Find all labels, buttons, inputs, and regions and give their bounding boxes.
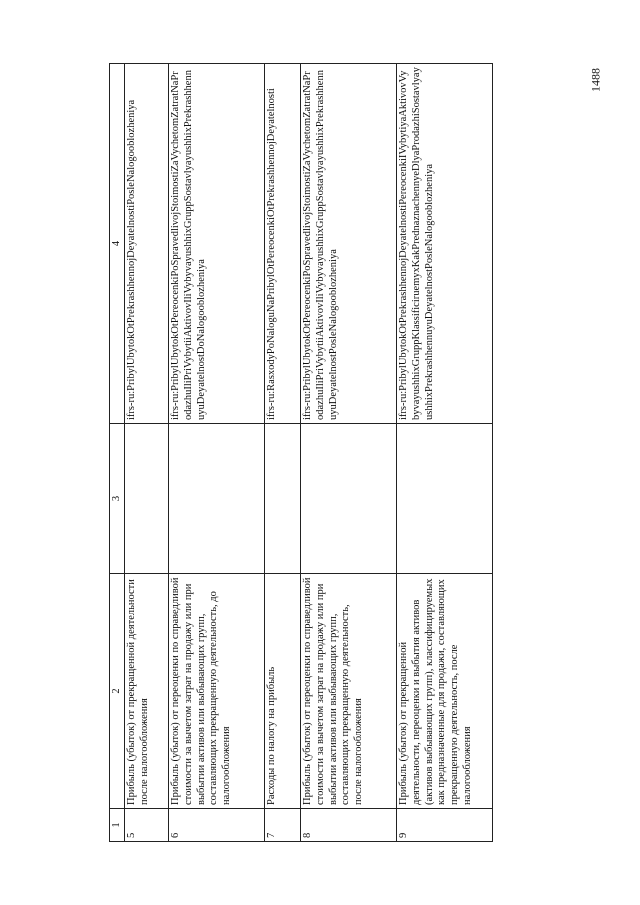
table-row [169,64,265,842]
table-header-row [110,64,125,842]
row-description: Прибыль (убыток) от прекращенной деятельности, переоценки и выбытия активов (активов выбывающих групп), классифицируемых как предназначенные для продажи, составляющих прекращенную деятельность, после налогообложения [397,574,493,809]
row-description: Прибыль (убыток) от переоценки по справедливой стоимости за вычетом затрат на продажу или при выбытии активов или выбывающих групп, составляющих прекращенную деятельность, после налогообложения [301,574,397,809]
row-number: 8 [301,809,397,842]
data-table [109,63,493,842]
row-number: 6 [169,809,265,842]
page-number: 1488 [588,68,603,92]
column-header-4: 4 [110,64,125,424]
row-column-3 [125,424,169,574]
row-column-3 [265,424,301,574]
column-header-1: 1 [110,809,125,842]
row-column-3 [397,424,493,574]
row-number: 7 [265,809,301,842]
row-identifier: ifrs-ru:PribylUbytokOtPereocenkiPoSpravedlivojStoimostiZaVychetomZatratNaProdazhuIliPriVybytiiAktivovIliVybyvayushhixGruppSostavlyayushhixPrekrashhennuyuDeyatelnostPosleNalogooblozheniya [301,64,397,424]
column-header-2: 2 [110,574,125,809]
row-description: Прибыль (убыток) от переоценки по справедливой стоимости за вычетом затрат на продажу или при выбытии активов или выбывающих групп, составляющих прекращенную деятельность, до налогообложения [169,574,265,809]
row-column-3 [301,424,397,574]
table-row [265,64,301,842]
row-column-3 [169,424,265,574]
row-description: Прибыль (убыток) от прекращенной деятельности после налогообложения [125,574,169,809]
row-description: Расходы по налогу на прибыль [265,574,301,809]
row-identifier: ifrs-ru:RasxodyPoNaloguNaPribylOtPereocenkiOtPrekrashhennojDeyatelnosti [265,64,301,424]
column-header-3: 3 [110,424,125,574]
row-number: 9 [397,809,493,842]
row-identifier: ifrs-ru:PribylUbytokOtPrekrashhennojDeyatelnostiPosleNalogooblozheniya [125,64,169,424]
row-number: 5 [125,809,169,842]
table-row [397,64,493,842]
table-row [301,64,397,842]
table-row [125,64,169,842]
rotated-table-wrapper [109,64,473,842]
row-identifier: ifrs-ru:PribylUbytokOtPereocenkiPoSpravedlivojStoimostiZaVychetomZatratNaProdazhuIliPriVybytiiAktivovIliVybyvayushhixGruppSostavlyayushhixPrekrashhennuyuDeyatelnostDoNalogooblozheniya [169,64,265,424]
row-identifier: ifrs-ru:PribylUbytokOtPrekrashhennojDeyatelnostiPereocenkiIVybytiyaAktivovVybyvayushhixGruppKlassificiruemyxKakPrednaznachennyeDlyaProdazhiSostavlyayushhixPrekrashhennuyuDeyatelnostPosleNalogooblozheniya [397,64,493,424]
